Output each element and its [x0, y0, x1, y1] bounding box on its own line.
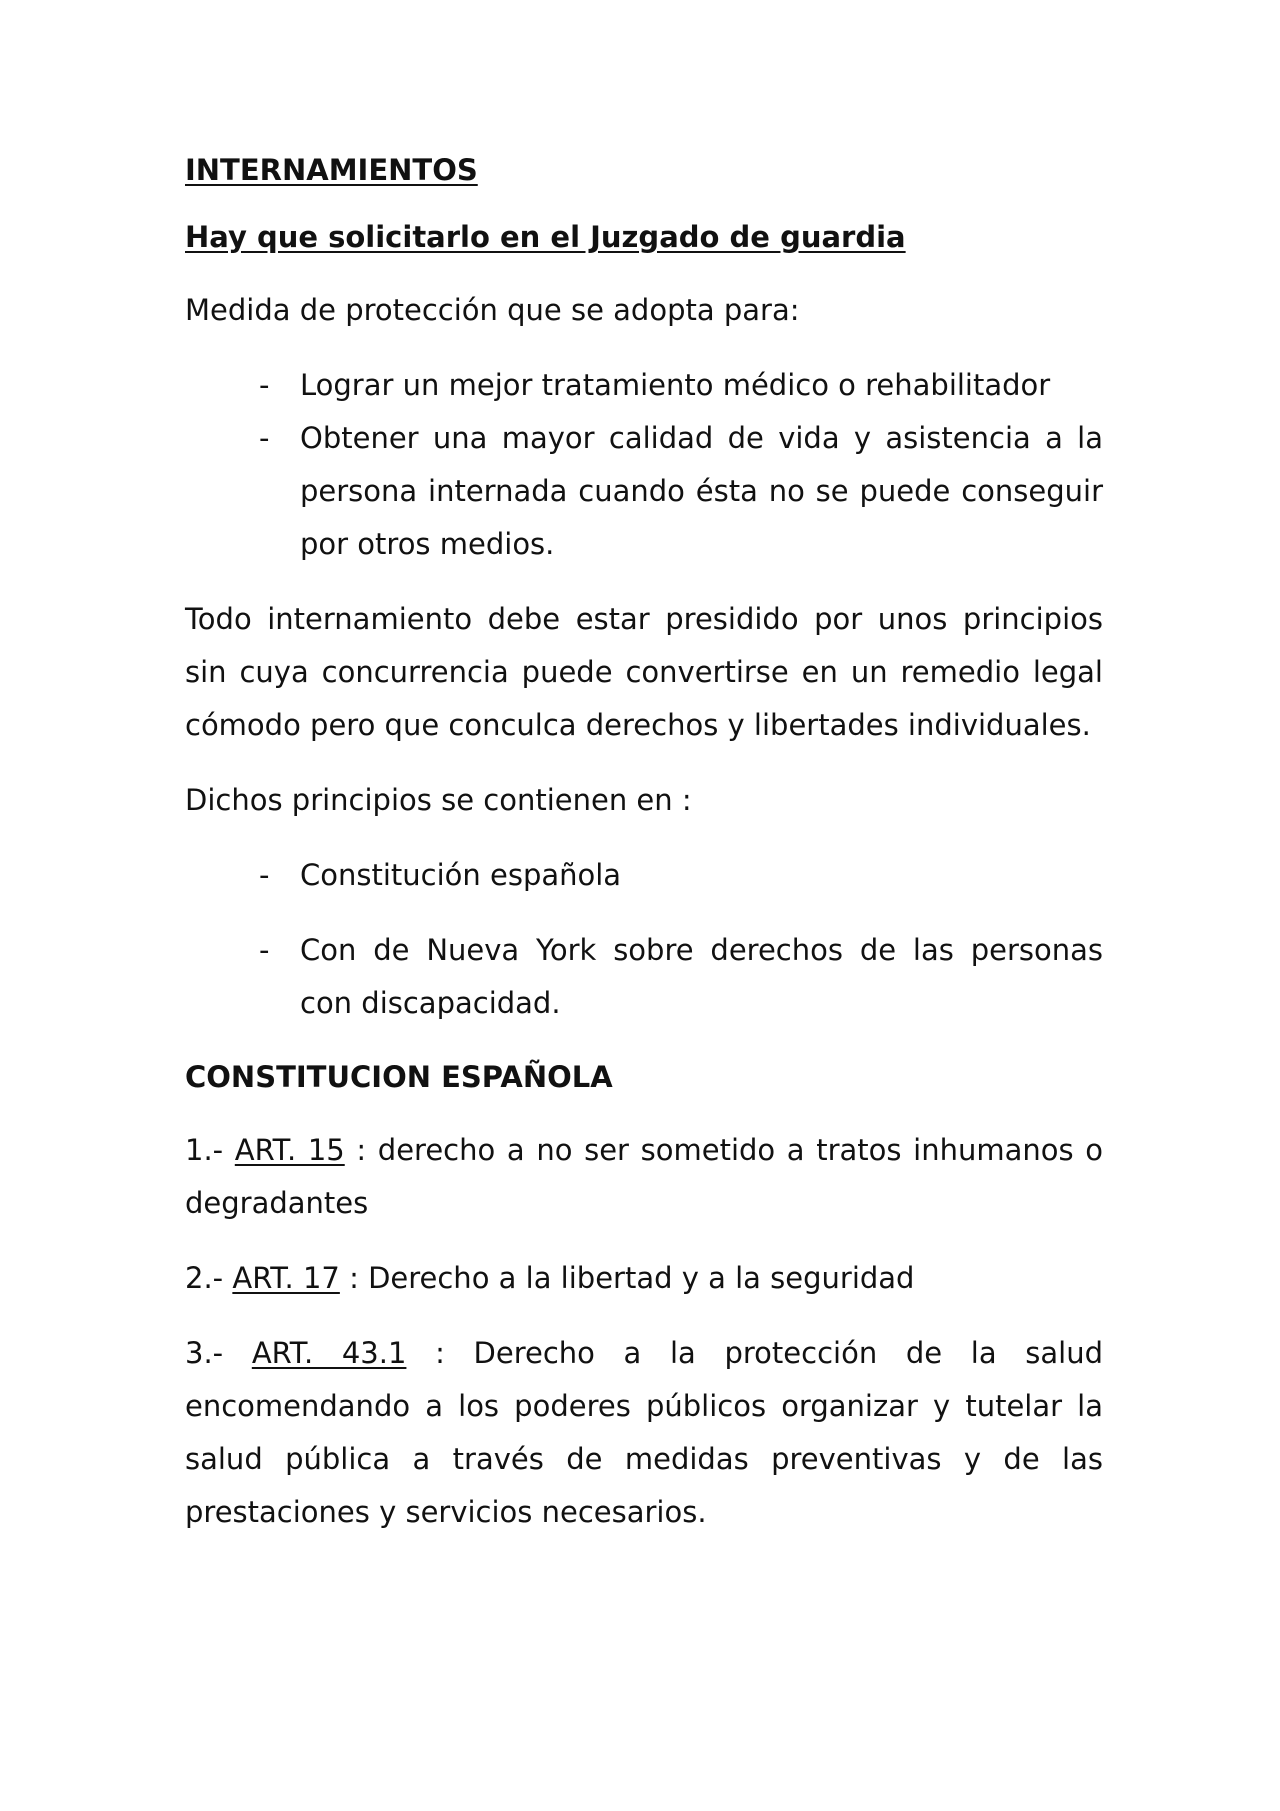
intro-paragraph: Medida de protección que se adopta para: — [185, 293, 800, 327]
list-item-text: Constitución española — [300, 858, 622, 892]
document-title: INTERNAMIENTOS — [185, 153, 478, 187]
list-item-text: Obtener una mayor calidad de vida y asistencia a la persona internada cuando ésta no se puede conseguir por otros medios. — [300, 421, 1103, 561]
article-reference: ART. 17 — [232, 1261, 340, 1295]
list-item — [185, 849, 1103, 902]
article-number: 3.- — [185, 1336, 224, 1370]
list-item — [185, 412, 1103, 571]
article-reference: ART. 43.1 — [251, 1336, 407, 1370]
purposes-list — [185, 359, 1103, 571]
article-reference: ART. 15 — [234, 1133, 345, 1167]
dash-bullet: - — [259, 368, 270, 402]
dash-bullet: - — [259, 933, 270, 967]
article-item — [185, 1327, 1103, 1539]
sources-list — [185, 849, 1103, 1030]
principles-paragraph: Todo internamiento debe estar presidido por unos principios sin cuya concurrencia puede convertirse en un remedio legal cómodo pero que conculca derechos y libertades individuales. — [185, 602, 1103, 742]
article-number: 1.- — [185, 1133, 224, 1167]
article-item — [185, 1252, 1103, 1305]
document-subtitle: Hay que solicitarlo en el Juzgado de guardia — [185, 220, 906, 254]
list-item-text: Lograr un mejor tratamiento médico o rehabilitador — [300, 368, 1051, 402]
article-item — [185, 1124, 1103, 1230]
list-item — [185, 924, 1103, 1030]
list-item-text: Con de Nueva York sobre derechos de las personas con discapacidad. — [300, 933, 1103, 1020]
list-item — [185, 359, 1103, 412]
section-heading: CONSTITUCION ESPAÑOLA — [185, 1060, 613, 1094]
dash-bullet: - — [259, 421, 270, 455]
document-body — [185, 150, 1103, 1561]
article-text: : derecho a no ser sometido a tratos inhumanos o degradantes — [185, 1133, 1104, 1220]
article-text: : Derecho a la libertad y a la seguridad — [339, 1261, 915, 1295]
sources-intro: Dichos principios se contienen en : — [185, 783, 692, 817]
article-number: 2.- — [185, 1261, 224, 1295]
article-text: : Derecho a la protección de la salud encomendando a los poderes públicos organizar y tutelar la salud pública a través de medidas preventivas y de las prestaciones y servicios necesarios. — [185, 1336, 1103, 1529]
dash-bullet: - — [259, 858, 270, 892]
